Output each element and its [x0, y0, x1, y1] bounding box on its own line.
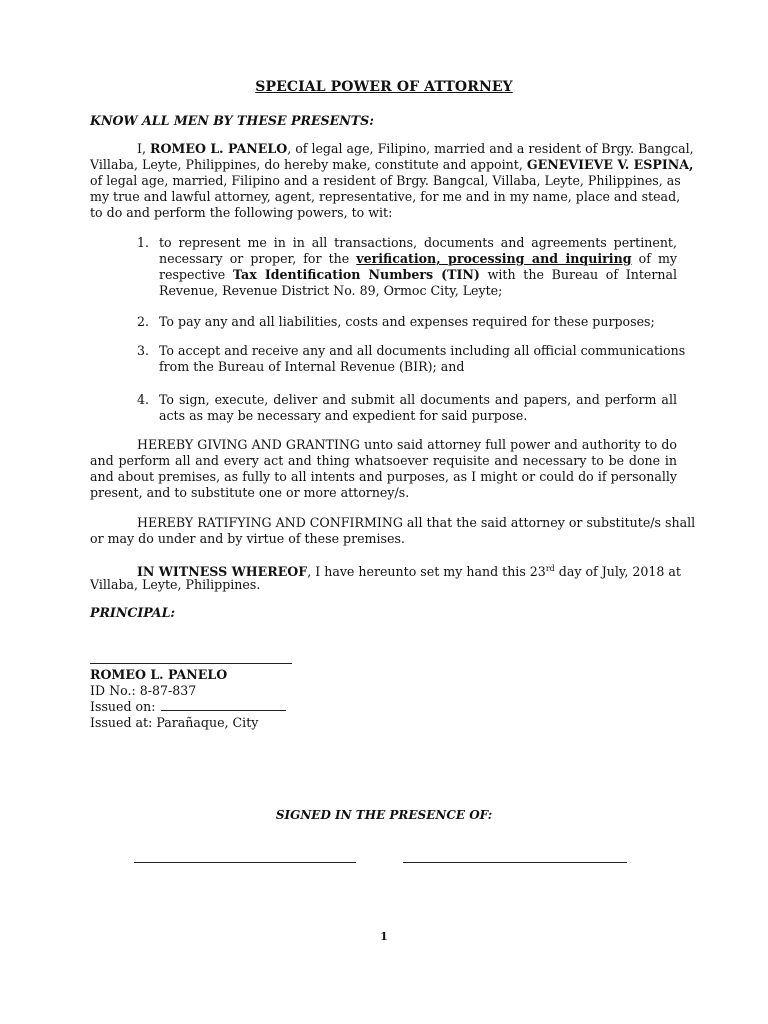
opening-line: KNOW ALL MEN BY THESE PRESENTS: [90, 113, 374, 128]
witness-line-1: IN WITNESS WHEREOF, I have hereunto set my hand this 23rd day of July, 2018 at [137, 564, 681, 580]
page-number: 1 [380, 930, 388, 943]
principal-id: ID No.: 8-87-837 [90, 683, 197, 698]
witness-line-2: Villaba, Leyte, Philippines. [90, 577, 261, 592]
ratifying-line-1: HEREBY RATIFYING AND CONFIRMING all that the said attorney or substitute/s shall [137, 515, 696, 530]
issued-on-blank-line [161, 710, 286, 711]
witness-signature-line-1 [134, 862, 356, 863]
power-4-line-1: To sign, execute, deliver and submit all documents and papers, and perform all [159, 392, 677, 407]
presence-label: SIGNED IN THE PRESENCE OF: [275, 808, 493, 822]
power-number: 2. [137, 314, 150, 329]
power-1-line-2: necessary or proper, for the verification, processing and inquiring of my [159, 251, 677, 266]
giving-line-4: present, and to substitute one or more attorney/s. [90, 485, 410, 500]
intro-line-3: of legal age, married, Filipino and a resident of Brgy. Bangcal, Villaba, Leyte, Philippines, as [90, 173, 681, 188]
tin-phrase: Tax Identification Numbers (TIN) [232, 267, 480, 282]
power-2-line-1: To pay any and all liabilities, costs and expenses required for these purposes; [159, 314, 655, 329]
intro-line-1: I, ROMEO L. PANELO, of legal age, Filipino, married and a resident of Brgy. Bangcal, [137, 141, 694, 156]
principal-issued-at: Issued at: Parañaque, City [90, 715, 259, 730]
document-title: SPECIAL POWER OF ATTORNEY [255, 79, 513, 95]
witness-signature-line-2 [403, 862, 627, 863]
power-1-line-4: Revenue, Revenue District No. 89, Ormoc City, Leyte; [159, 283, 503, 298]
power-number: 3. [137, 343, 150, 358]
principal-label: PRINCIPAL: [90, 605, 176, 620]
giving-line-3: and about premises, as fully to all intents and purposes, as I might or could do if personally [90, 469, 677, 484]
power-1-line-1: to represent me in in all transactions, documents and agreements pertinent, [159, 235, 677, 250]
intro-line-4: my true and lawful attorney, agent, representative, for me and in my name, place and stead, [90, 189, 681, 204]
intro-line-2: Villaba, Leyte, Philippines, do hereby make, constitute and appoint, GENEVIEVE V. ESPINA, [90, 157, 694, 172]
principal-signature-line [90, 663, 292, 664]
giving-line-1: HEREBY GIVING AND GRANTING unto said attorney full power and authority to do [137, 437, 677, 452]
attorney-name-inline: GENEVIEVE V. ESPINA, [526, 157, 694, 172]
verification-phrase: verification, processing and inquiring [356, 251, 632, 266]
power-number: 4. [137, 392, 150, 407]
ratifying-line-2: or may do under and by virtue of these premises. [90, 531, 405, 546]
witness-phrase: IN WITNESS WHEREOF [137, 564, 308, 580]
principal-name-inline: ROMEO L. PANELO [149, 141, 288, 156]
intro-line-5: to do and perform the following powers, to wit: [90, 205, 393, 220]
principal-issued-on: Issued on: [90, 699, 156, 714]
power-number: 1. [137, 235, 150, 250]
principal-name: ROMEO L. PANELO [90, 667, 228, 682]
giving-line-2: and perform all and every act and thing whatsoever requisite and necessary to be done in [90, 453, 677, 468]
power-3-line-1: To accept and receive any and all documents including all official communications [159, 343, 686, 358]
power-1-line-3: respective Tax Identification Numbers (TIN) with the Bureau of Internal [159, 267, 678, 282]
power-4-line-2: acts as may be necessary and expedient for said purpose. [159, 408, 528, 423]
power-3-line-2: from the Bureau of Internal Revenue (BIR); and [159, 359, 465, 374]
